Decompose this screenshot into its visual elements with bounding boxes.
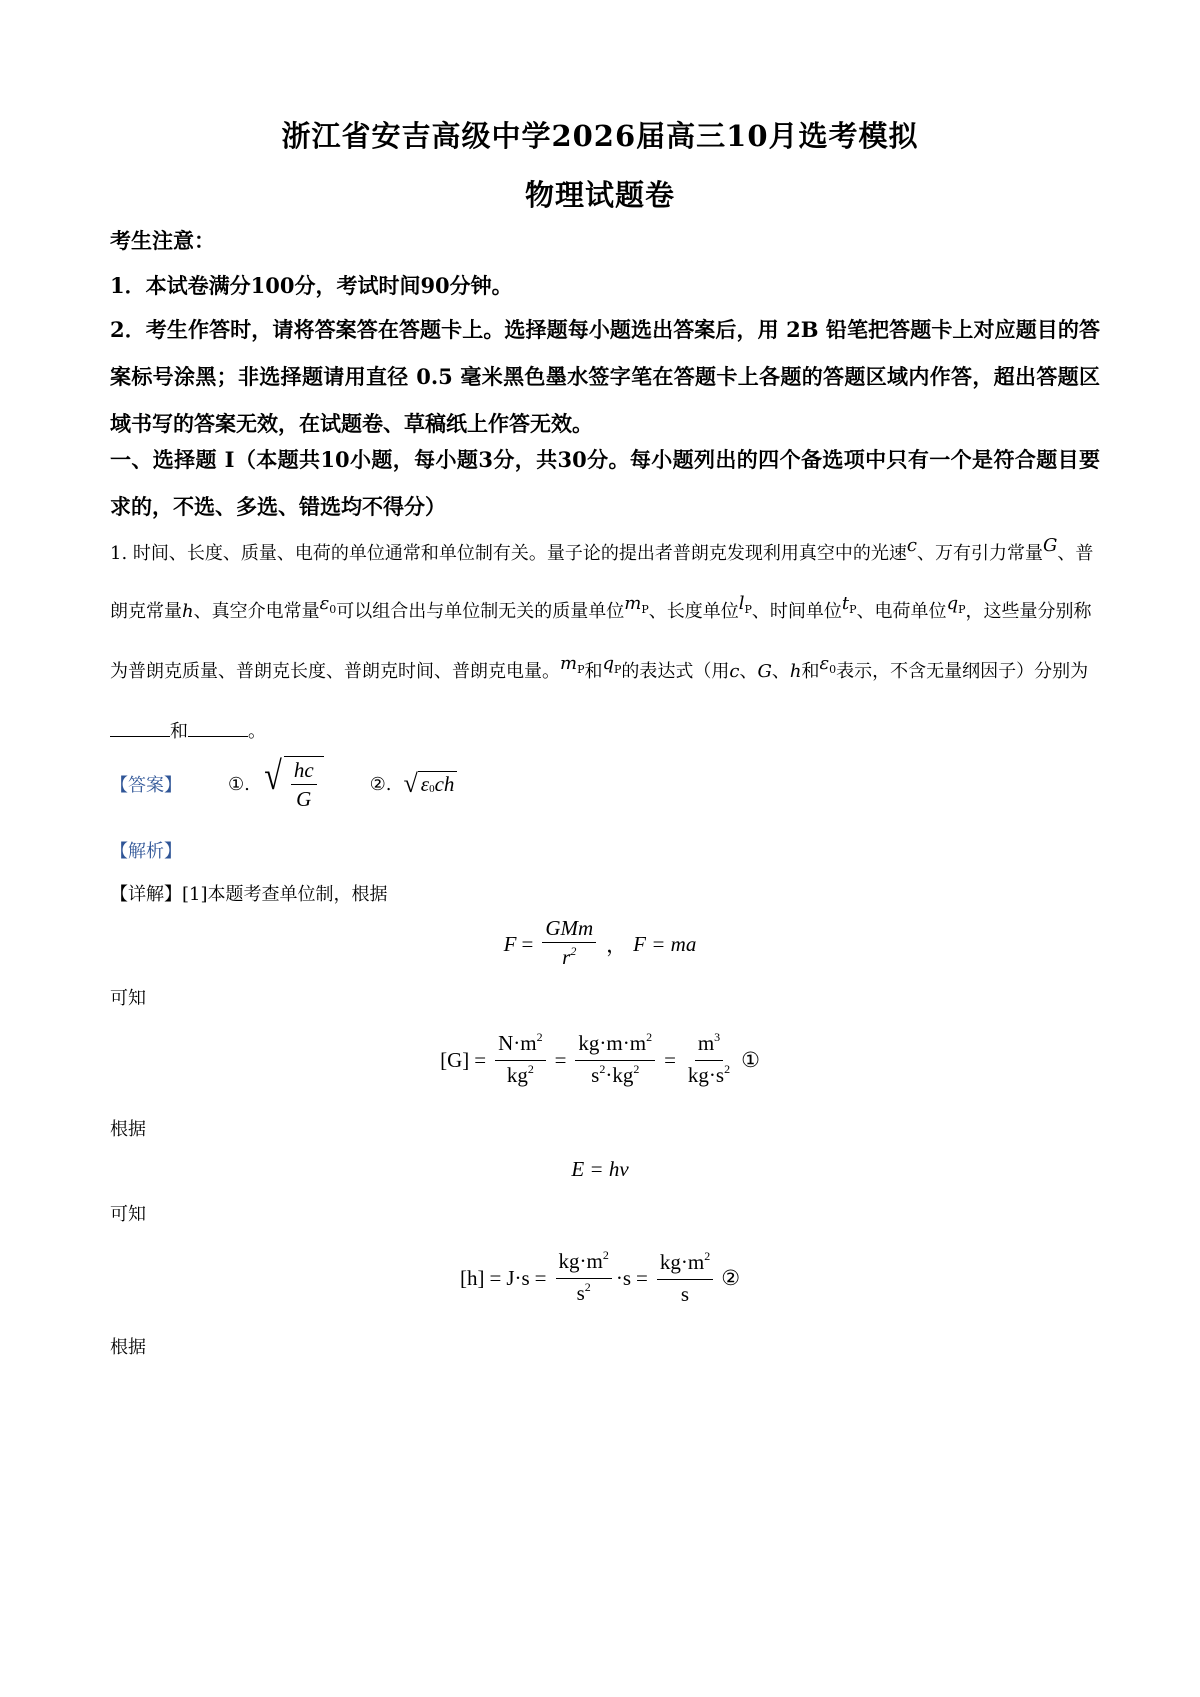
equation-4: [h] = J·s = $\frac{kg\cdot m^2}{s^2}$ ·s = $\frac{kg\cdot m^2}{s}$ ② [459,1247,741,1306]
symbol-mP-2: $m_P$ [560,653,585,676]
text-genju-1: 根据 [110,1119,146,1140]
symbol-lP: $l_P$ [738,593,752,616]
symbol-eps0: $\varepsilon_0$ [319,593,337,616]
answer-formula-1: √ $\frac{hc}{G}$ [262,756,324,812]
notice-heading: 考生注意： [110,228,215,253]
equation-1: F = $\frac{\text{GMm}}{r^2}$ ， F = ma [503,916,697,969]
exam-title: 浙江省安吉高级中学2026届高三10月选考模拟 [281,119,919,153]
question-1: 1. 时间、长度、质量、电荷的单位通常和单位制有关。量子论的提出者普朗克发现利用真空中的光速c、万有引力常量G、普朗克常量h、真空介电常量$\varepsilon_0$可以组合出与单位制无关的质量单位$m_P$、长度单位$l_P$、时间单位$t_P$、电荷单位$q_P$，这些量分别称为普朗克质量、普朗克长度、普朗克时间、普朗克电量。$m_P$和$q_P$的表达式（用c、G、h和$\varepsilon_0$表示，不含无量纲因子）分别为和 。 [110,535,1094,742]
answer-tag: 【答案】 [110,775,182,796]
symbol-qP-2: $q_P$ [602,653,622,676]
section-heading: 一、选择题 I（本题共10小题，每小题3分，共30分。每小题列出的四个备选项中只有一个是符合题目要求的，不选、多选、错选均不得分） [110,447,1100,519]
analysis-tag: 【解析】 [110,841,182,862]
notice-item-1: 1．本试卷满分100分，考试时间90分钟。 [110,273,513,298]
text-kezhi-2: 可知 [110,1204,146,1225]
answer-row [110,754,1100,814]
answer-blank-2[interactable] [188,718,248,737]
symbol-mP: $m_P$ [624,593,649,616]
text-kezhi-1: 可知 [110,988,146,1009]
symbol-c: c [906,535,917,556]
symbol-qP: $q_P$ [946,593,966,616]
symbol-G: G [1043,535,1058,556]
equation-3: E = hν [571,1156,629,1181]
answer-index-2: ②. [369,773,392,795]
answer-blank-1[interactable] [110,718,170,737]
symbol-tP: $t_P$ [841,593,857,616]
notice-item-2: 2．考生作答时，请将答案答在答题卡上。选择题每小题选出答案后，用 2B 铅笔把答题卡上对应题目的答案标号涂黑；非选择题请用直径 0.5 毫米黑色墨水签字笔在答题卡上各题的答题区域内作答，超出答题区域书写的答案无效，在试题卷、草稿纸上作答无效。 [110,317,1100,436]
equation-2: [G] = $\frac{N\cdot m^2}{kg^2}$ = $\frac{kg\cdot m\cdot m^2}{s^2\cdot kg^2}$ = $\frac{m^3}{kg\cdot s^2}$ ① [440,1029,760,1087]
exam-subtitle: 物理试题卷 [524,178,675,212]
answer-index-1: ①. [228,773,250,795]
detail-line: 【详解】[1]本题考查单位制，根据 [110,884,388,905]
answer-formula-2: √ ε 0 ch [404,771,458,797]
text-genju-2: 根据 [110,1337,146,1358]
symbol-h: h [182,601,194,622]
